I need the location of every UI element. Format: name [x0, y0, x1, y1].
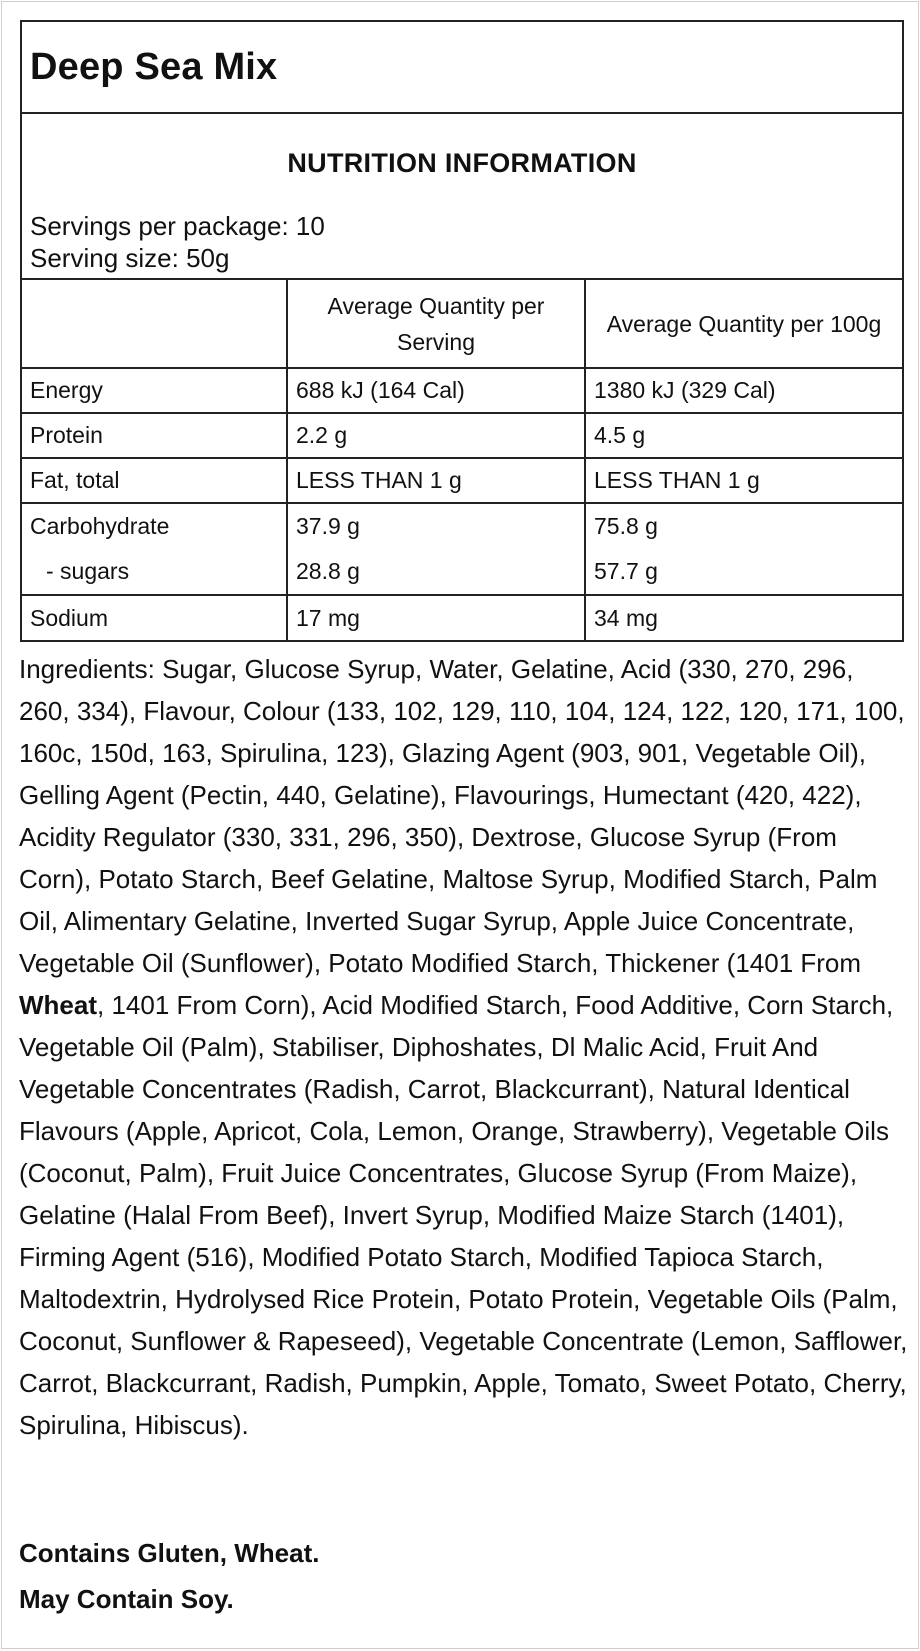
nutrition-info-header — [22, 114, 902, 280]
ingredients-part-2: , 1401 From Corn), Acid Modified Starch, Food Additive, Corn Starch, Vegetable Oil (Palm), Stabiliser, Diphoshates, Dl Malic Acid, Fruit And Vegetable Concentrates (Radish, Carrot, Blackcurrant), Natural Identical Flavours (Apple, Apricot, Cola, Lemon, Orange, Strawberry), Vegetable Oils (Coconut, Palm), Fruit Juice Concentrates, Glucose Syrup (From Maize), Gelatine (Halal From Beef), Invert Syrup, Modified Maize Starch (1401), Firming Agent (516), Modified Potato Starch, Modified Tapioca Starch, Maltodextrin, Hydrolysed Rice Protein, Potato Protein, Vegetable Oils (Palm, Coconut, Sunflower & Rapeseed), Vegetable Concentrate (Lemon, Safflower, Carrot, Blackcurrant, Radish, Pumpkin, Apple, Tomato, Sweet Potato, Cherry, Spirulina, Hibiscus). — [19, 990, 908, 1440]
product-name: Deep Sea Mix — [22, 22, 902, 114]
sugars-per-serving: 28.8 g — [296, 558, 360, 584]
row-per-serving: 17 mg — [287, 595, 585, 640]
nutrition-table — [22, 280, 902, 640]
ingredients-part-1: Ingredients: Sugar, Glucose Syrup, Water, Gelatine, Acid (330, 270, 296, 260, 334), Flavour, Colour (133, 102, 129, 110, 104, 124, 122, 120, 171, 100, 160c, 150d, 163, Spirulina, 123), Glazing Agent (903, 901, Vegetable Oil), Gelling Agent (Pectin, 440, Gelatine), Flavourings, Humectant (420, 422), Acidity Regulator (330, 331, 296, 350), Dextrose, Glucose Syrup (From Corn), Potato Starch, Beef Gelatine, Maltose Syrup, Modified Starch, Palm Oil, Alimentary Gelatine, Inverted Sugar Syrup, Apple Juice Concentrate, Vegetable Oil (Sunflower), Potato Modified Starch, Thickener (1401 From — [19, 654, 905, 978]
nutrition-heading: NUTRITION INFORMATION — [287, 148, 637, 178]
row-label: Protein — [22, 413, 287, 458]
row-per-serving: 2.2 g — [287, 413, 585, 458]
row-label: Sodium — [22, 595, 287, 640]
row-label: Fat, total — [22, 458, 287, 503]
carbohydrate-per-serving: 37.9 g — [296, 513, 360, 539]
table-header-row — [22, 280, 902, 368]
row-label — [22, 503, 287, 595]
table-row — [22, 368, 902, 413]
serving-details — [30, 210, 325, 274]
servings-per-package: Servings per package: 10 — [30, 211, 325, 241]
may-contain-statement: May Contain Soy. — [19, 1584, 234, 1614]
header-per-100g: Average Quantity per 100g — [585, 280, 902, 368]
sugars-label: - sugars — [46, 558, 130, 584]
ingredients-text — [19, 648, 909, 1446]
row-label: Energy — [22, 368, 287, 413]
carbohydrate-per-100g: 75.8 g — [594, 513, 658, 539]
row-per-serving: 688 kJ (164 Cal) — [287, 368, 585, 413]
sugars-per-100g: 57.7 g — [594, 558, 658, 584]
table-row — [22, 503, 902, 595]
contains-statement: Contains Gluten, Wheat. — [19, 1538, 320, 1568]
serving-size: Serving size: 50g — [30, 243, 230, 273]
nutrition-label-page — [1, 1, 919, 1649]
row-per-serving — [287, 503, 585, 595]
row-per-100g: 34 mg — [585, 595, 902, 640]
ingredients-allergen-bold: Wheat — [19, 990, 97, 1020]
table-row — [22, 413, 902, 458]
table-row — [22, 595, 902, 640]
row-per-100g: 1380 kJ (329 Cal) — [585, 368, 902, 413]
table-row — [22, 458, 902, 503]
carbohydrate-label: Carbohydrate — [30, 513, 170, 539]
nutrition-panel — [20, 20, 904, 642]
row-per-100g — [585, 503, 902, 595]
header-per-serving: Average Quantity per Serving — [287, 280, 585, 368]
row-per-100g: LESS THAN 1 g — [585, 458, 902, 503]
header-blank-cell — [22, 280, 287, 368]
row-per-100g: 4.5 g — [585, 413, 902, 458]
row-per-serving: LESS THAN 1 g — [287, 458, 585, 503]
